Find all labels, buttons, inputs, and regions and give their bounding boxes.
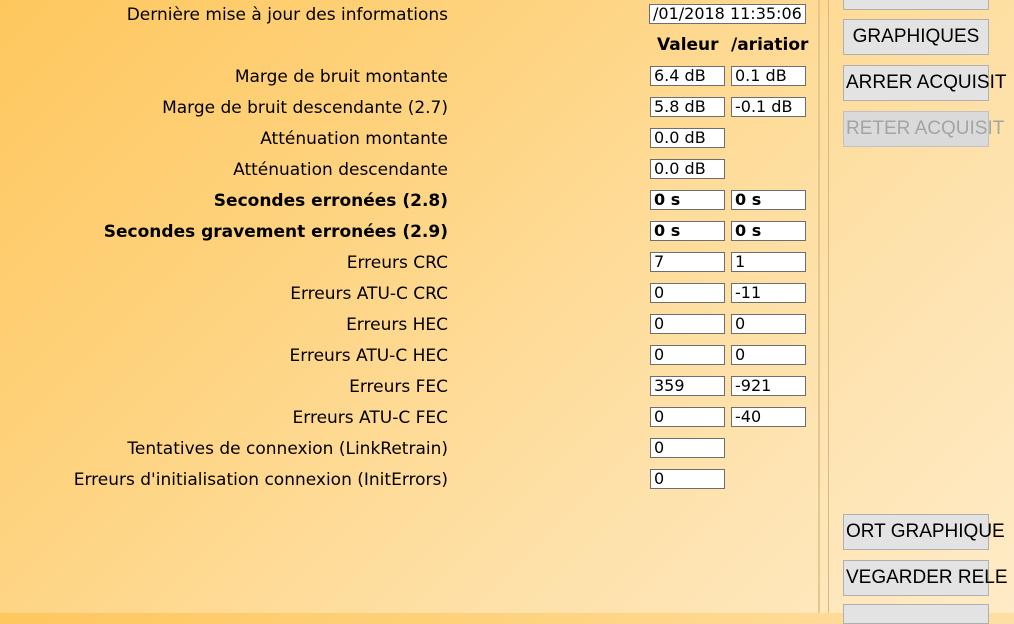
row-label: Erreurs ATU-C CRC (290, 284, 448, 304)
row-label: Erreurs HEC (346, 315, 448, 335)
row-label: Marge de bruit descendante (2.7) (162, 98, 448, 118)
export-graph-button[interactable]: ORT GRAPHIQUE (843, 514, 989, 550)
row-label: Atténuation descendante (233, 160, 448, 180)
button-sidebar (829, 0, 1014, 613)
row-label: Secondes erronées (2.8) (213, 191, 448, 211)
row-value-field[interactable]: 0 (650, 314, 725, 334)
row-value-field[interactable]: 5.8 dB (650, 97, 725, 117)
row-value-field[interactable]: 0 (650, 345, 725, 365)
row-variation-field[interactable]: 0 (731, 345, 806, 365)
row-value-field[interactable]: 0 s (650, 190, 725, 210)
row-label: Erreurs FEC (349, 377, 448, 397)
row-value-field[interactable]: 0.0 dB (650, 128, 725, 148)
graphiques-button[interactable]: GRAPHIQUES (843, 19, 989, 55)
top-button-partial[interactable] (843, 0, 989, 10)
row-variation-field[interactable]: -11 (731, 283, 806, 303)
panel-divider (818, 0, 820, 613)
row-variation-field[interactable]: -0.1 dB (731, 97, 806, 117)
row-variation-field[interactable]: 0 s (731, 221, 806, 241)
row-label: Erreurs ATU-C HEC (289, 346, 448, 366)
row-variation-field[interactable]: -40 (731, 407, 806, 427)
row-value-field[interactable]: 0 (650, 283, 725, 303)
row-label: Erreurs ATU-C FEC (292, 408, 448, 428)
row-label: Erreurs CRC (346, 253, 448, 273)
column-header-value: Valeur (657, 35, 719, 55)
last-update-label: Dernière mise à jour des informations (126, 5, 448, 25)
row-value-field[interactable]: 6.4 dB (650, 66, 725, 86)
bottom-button-partial[interactable] (843, 604, 989, 624)
row-label: Tentatives de connexion (LinkRetrain) (127, 439, 448, 459)
row-value-field[interactable]: 0 s (650, 221, 725, 241)
row-value-field[interactable]: 0 (650, 469, 725, 489)
row-variation-field[interactable]: 1 (731, 252, 806, 272)
last-update-field[interactable]: /01/2018 11:35:06 (649, 4, 806, 24)
row-variation-field[interactable]: -921 (731, 376, 806, 396)
row-variation-field[interactable]: 0.1 dB (731, 66, 806, 86)
row-value-field[interactable]: 0 (650, 407, 725, 427)
row-label: Erreurs d'initialisation connexion (InitErrors) (73, 470, 448, 490)
start-acquisition-button[interactable]: ARRER ACQUISIT (843, 65, 989, 101)
row-variation-field[interactable]: 0 s (731, 190, 806, 210)
row-label: Marge de bruit montante (234, 67, 448, 87)
row-label: Atténuation montante (260, 129, 448, 149)
row-label: Secondes gravement erronées (2.9) (103, 222, 448, 242)
stop-acquisition-button[interactable]: RETER ACQUISIT (843, 111, 989, 147)
row-value-field[interactable]: 0 (650, 438, 725, 458)
save-report-button[interactable]: VEGARDER RELE (843, 560, 989, 596)
row-variation-field[interactable]: 0 (731, 314, 806, 334)
row-value-field[interactable]: 359 (650, 376, 725, 396)
row-value-field[interactable]: 0.0 dB (650, 159, 725, 179)
column-header-variation: /ariatior (731, 35, 809, 55)
row-value-field[interactable]: 7 (650, 252, 725, 272)
